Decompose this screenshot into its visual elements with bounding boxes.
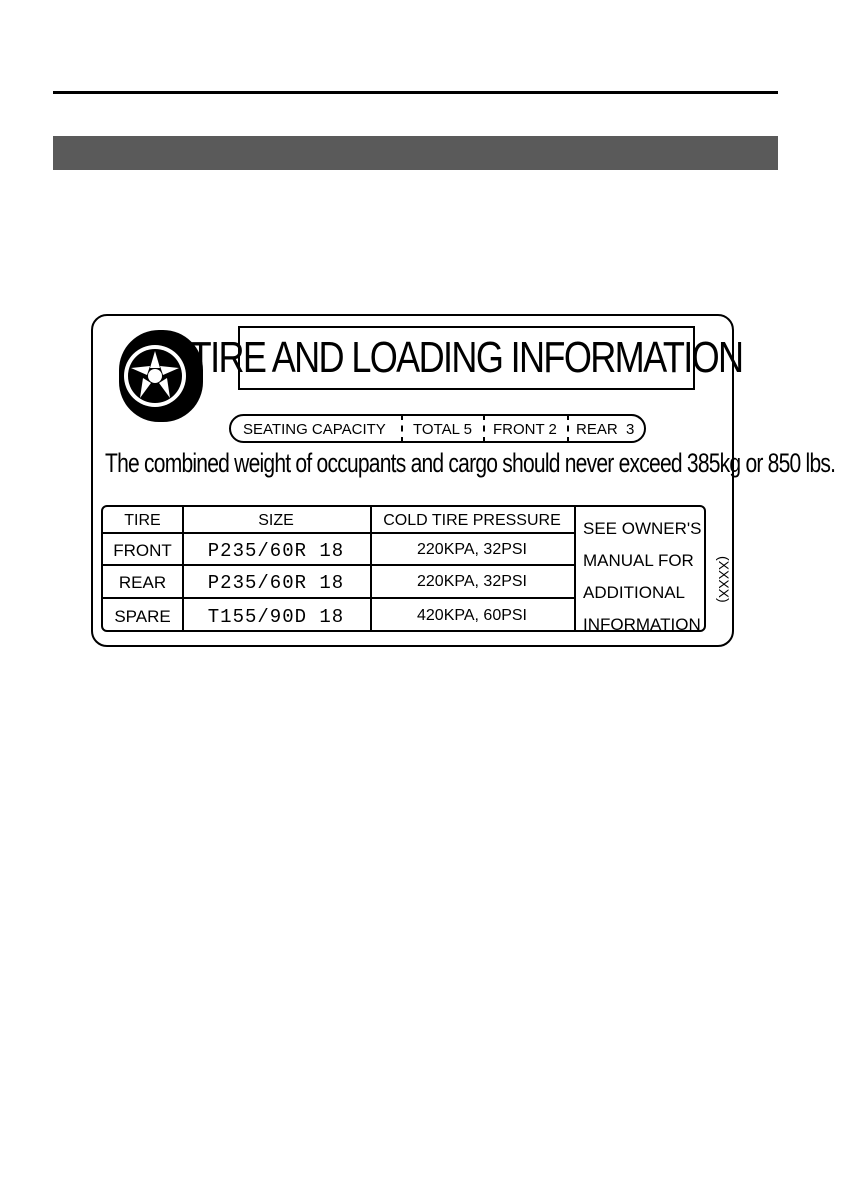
note-line: ADDITIONAL [583, 583, 686, 602]
row-rear-pressure: 220KPA, 32PSI [417, 573, 527, 590]
row-rear-tire: REAR [118, 573, 167, 592]
row-front-pressure: 220KPA, 32PSI [417, 541, 527, 558]
row-spare-size: T155/90D 18 [207, 606, 345, 628]
row-divider [103, 597, 574, 599]
row-divider [103, 564, 574, 566]
divider [567, 414, 569, 443]
header-pressure: COLD TIRE PRESSURE [383, 512, 561, 529]
row-divider [103, 532, 574, 534]
seating-total: TOTAL 5 [413, 421, 472, 438]
section-header-band [53, 136, 778, 170]
divider [401, 414, 403, 443]
seating-front: FRONT 2 [493, 421, 557, 438]
column-divider [574, 507, 576, 630]
tire-pressure-table [101, 505, 706, 632]
row-front-size: P235/60R 18 [207, 540, 345, 562]
label-title-box [190, 326, 743, 390]
note-line: INFORMATION [583, 615, 701, 634]
label-title: TIRE AND LOADING INFORMATION [190, 333, 743, 382]
row-spare-tire: SPARE [114, 607, 171, 626]
divider [483, 414, 485, 443]
label-code: (XXXX) [716, 556, 732, 603]
row-front-tire: FRONT [113, 541, 172, 560]
top-rule [53, 91, 778, 94]
note-line: SEE OWNER'S [583, 519, 702, 538]
load-limit-warning: The combined weight of occupants and cargo should never exceed 385kg or 850 lbs. [105, 448, 836, 478]
row-rear-size: P235/60R 18 [207, 572, 345, 594]
owners-manual-note [583, 513, 708, 641]
seating-label: SEATING CAPACITY [243, 421, 386, 438]
row-spare-pressure: 420KPA, 60PSI [417, 607, 527, 624]
header-tire: TIRE [124, 512, 161, 529]
seating-rear: REAR 3 [576, 421, 635, 438]
header-size: SIZE [258, 512, 294, 529]
note-line: MANUAL FOR [583, 551, 694, 570]
seating-capacity-bar [229, 414, 646, 443]
